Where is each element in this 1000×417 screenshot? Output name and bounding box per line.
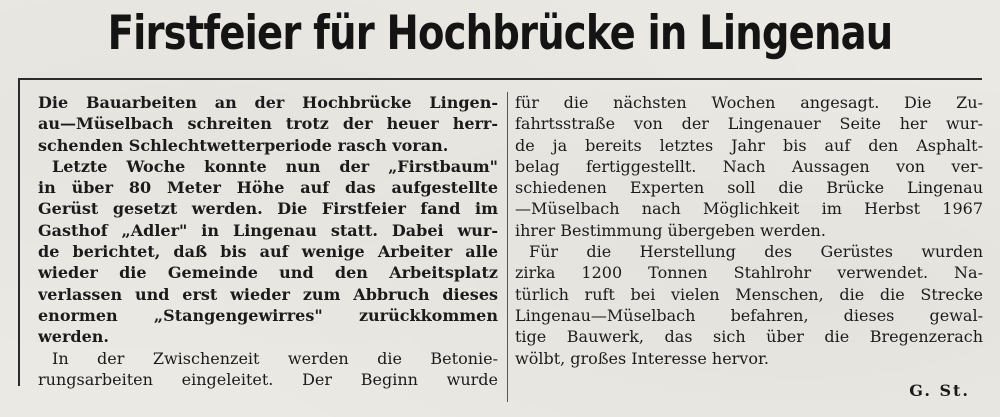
text-line: Für die Herstellung des Gerüstes wurden [529,242,983,262]
left-border-rule [18,78,20,386]
text-line: ihrer Bestimmung übergeben werden. [515,220,826,240]
article-right-column [515,92,983,369]
paragraph-betonierung [38,348,498,391]
lead-paragraph [38,92,498,156]
text-line: de berichtet, daß bis auf wenige Arbeiter alle [38,242,498,262]
paragraph-geruest [515,241,983,369]
text-line: verlassen und erst wieder zum Abbruch dieses [38,284,498,304]
text-line: Letzte Woche konnte nun der „Firstbaum" [52,156,498,176]
text-line: —Müselbach nach Möglichkeit im Herbst 1967 [515,199,983,219]
text-line: fahrtsstraße von der Lingenauer Seite her wur- [515,114,983,134]
text-line: rungsarbeiten eingeleitet. Der Beginn wurde [38,369,498,389]
text-line: zirka 1200 Tonnen Stahlrohr verwendet. Na- [515,263,983,283]
paragraph-firstbaum [38,156,498,348]
text-line: in über 80 Meter Höhe auf das aufgestellte [38,178,498,198]
text-line: für die nächsten Wochen angesagt. Die Zu- [515,93,983,112]
text-line: schenden Schlechtwetterperiode rasch voran. [38,135,449,155]
text-line: au—Müselbach schreiten trotz der heuer herr- [38,114,498,134]
text-line: wieder die Gemeinde und den Arbeitsplatz [38,263,498,283]
text-line: belag fertiggestellt. Nach Aussagen von ver- [515,156,983,176]
text-line: werden. [38,327,109,347]
text-line: wölbt, großes Interesse hervor. [515,348,769,368]
paragraph-zufahrt [515,92,983,241]
top-border-rule [18,78,982,80]
article-left-column [38,92,498,390]
text-line: Die Bauarbeiten an der Hochbrücke Lingen- [38,93,498,112]
text-line: türlich ruft bei vielen Menschen, die die Strecke [515,284,983,304]
text-line: In der Zwischenzeit werden die Betonie- [52,348,498,368]
text-line: de ja bereits letztes Jahr bis auf den Asphalt- [515,135,983,155]
headline: Firstfeier für Hochbrücke in Lingenau [107,6,893,61]
text-line: schiedenen Experten soll die Brücke Lingenau [515,178,983,198]
text-line: Gerüst gesetzt werden. Die Firstfeier fand im [38,199,498,219]
column-divider [507,92,508,402]
text-line: enormen „Stangengewirres" zurückkommen [38,305,498,325]
author-signature: G. St. [909,381,970,400]
text-line: tige Bauwerk, das sich über die Bregenzerach [515,327,983,347]
text-line: Lingenau—Müselbach befahren, dieses gewal- [515,305,983,325]
text-line: Gasthof „Adler" in Lingenau statt. Dabei wur- [38,220,498,240]
